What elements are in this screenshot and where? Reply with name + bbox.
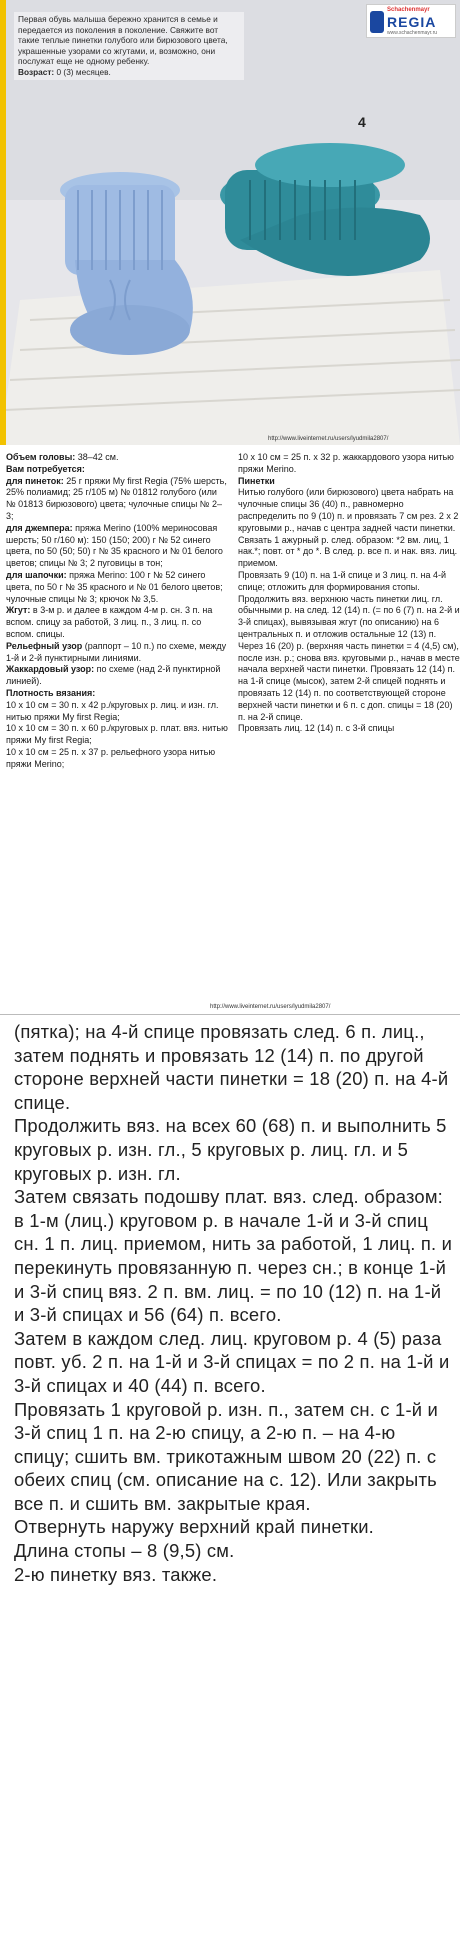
section-divider xyxy=(0,1014,460,1015)
figure-number: 4 xyxy=(358,114,366,130)
left-column xyxy=(6,452,228,771)
paragraph xyxy=(6,723,228,747)
paragraph xyxy=(6,664,228,688)
paragraph xyxy=(6,605,228,640)
paragraph xyxy=(6,452,228,464)
paragraph-label: Жаккардовый узор: xyxy=(6,664,95,675)
instruction-paragraph: Отвернуть наружу верхний край пинетки. xyxy=(14,1516,374,1538)
paragraph-text: 10 х 10 см = 30 п. х 42 р./круговых р. лиц. и изн. гл. нитью пряжи My first Regia; xyxy=(6,699,219,722)
paragraph xyxy=(238,452,460,476)
paragraph-label: Жгут: xyxy=(6,605,31,616)
intro-text-box xyxy=(14,12,244,80)
instruction-paragraph: Затем в каждом след. лиц. круговом р. 4 (5) раза повт. уб. 2 п. на 1-й и 3-й спицах = по 2 п. на 1-й и 3-й спицах и 40 (44) п. всего. xyxy=(14,1327,450,1396)
paragraph xyxy=(238,594,460,641)
logo-brand: Schachenmayr xyxy=(387,7,430,13)
instruction-paragraph: (пятка); на 4-й спице провязать след. 6 п. лиц., затем поднять и провязать 12 (14) п. по другой стороне верхней части пинетки = 18 (20) п. на 4-й спице. xyxy=(14,1021,449,1113)
paragraph-text: Нитью голубого (или бирюзового) цвета набрать на чулочные спицы 36 (40) п., равномерно распределить по 9 (10) п. и провязать 7 см рез. 2 х 2 круговыми р., начав с центра задней части пинетки. xyxy=(238,487,459,533)
product-photo-area xyxy=(0,0,460,445)
intro-text: Первая обувь малыша бережно хранится в семье и передается из поколения в поколение. Свяжите вот такие теплые пинетки голубого или бирюзового цвета, украшенные узорами со жгутами, и, возможно, они послужат еще не одному ребенку. xyxy=(18,14,228,67)
paragraph-text: Через 16 (20) р. (верхняя часть пинетки = 4 (4,5) см), после изн. р.; снова вяз. круговыми р., начав в месте начала верхней части пинетки. Провязать 12 (14) п. на 1-й спице (мысок), затем 2-й спицей поднять и провязать 12 (14) п. по соответствующей стороне верхней части пинетки и 6 п. с доп. спицы = 18 (20) п. на 2-й спице. xyxy=(238,640,460,722)
paragraph-text: по схеме (над 2-й пунктирной линией). xyxy=(6,664,221,687)
paragraph-label: Плотность вязания: xyxy=(6,687,96,698)
paragraph-text: 10 х 10 см = 30 п. х 60 р./круговых р. плат. вяз. нитью пряжи My first Regia; xyxy=(6,723,228,746)
continuation-text xyxy=(14,1020,454,1586)
paragraph xyxy=(238,641,460,724)
logo-mark-icon xyxy=(370,11,384,33)
paragraph-text: Провязать 9 (10) п. на 1-й спице и 3 лиц. п. на 4-й спице; отложить для формирования стопы. xyxy=(238,569,446,592)
instruction-paragraph: Длина стопы – 8 (9,5) см. xyxy=(14,1540,235,1562)
paragraph xyxy=(238,535,460,570)
paragraph-label: для пинеток: xyxy=(6,475,64,486)
paragraph xyxy=(6,476,228,523)
paragraph-text: Продолжить вяз. верхнюю часть пинетки лиц. гл. обычными р. на след. 12 (14) п. (= по 6 (7) п. на 2-й и 3-й спицах), вывязывая жгут (по описанию) на 6 центральных п. и отложив остальные 12 (13) п. xyxy=(238,593,460,639)
paragraph xyxy=(6,688,228,700)
paragraph xyxy=(6,523,228,570)
paragraph xyxy=(6,570,228,605)
watermark-top: http://www.liveinternet.ru/users/lyudmila2807/ xyxy=(268,436,389,442)
paragraph-text: пряжа Merino (100% мериносовая шерсть; 50 г/160 м): 150 (150; 200) г № 52 синего цвета, по 50 (50; 50) г № 35 красного и № 01 белого цветов; спицы № 3; 2 пуговицы в тон; xyxy=(6,522,223,569)
paragraph-text: Провязать лиц. 12 (14) п. с 3-й спицы xyxy=(238,723,395,734)
instruction-paragraph: Провязать 1 круговой р. изн. п., затем сн. с 1-й и 3-й спиц 1 п. на 2-ю спицу, а 2-ю п. – на 4-ю спицу; сшить вм. трикотажным швом 20 (22) п. с обеих спиц (см. описание на с. 12). Или закрыть все п. и сшить вм. закрытые края. xyxy=(14,1398,439,1514)
paragraph-label: для джемпера: xyxy=(6,522,73,533)
paragraph xyxy=(6,700,228,724)
paragraph-label: Рельефный узор xyxy=(6,640,83,651)
age-value: 0 (3) месяцев. xyxy=(56,66,111,77)
paragraph-label: Объем головы: xyxy=(6,452,76,462)
paragraph xyxy=(238,723,460,735)
paragraph xyxy=(6,747,228,771)
instruction-paragraph: 2-ю пинетку вяз. также. xyxy=(14,1563,218,1585)
logo-site: www.schachenmayr.ru xyxy=(387,30,438,36)
paragraph-text: Связать 1 ажурный р. след. образом: *2 вм. лиц, 1 нак.*; повт. от * до *. В след. р. все п. и нак. вяз. лиц. приемом. xyxy=(238,534,458,569)
right-column xyxy=(238,452,460,735)
paragraph-text: (раппорт – 10 п.) по схеме, между 1-й и 2-й пунктирными линиями. xyxy=(6,640,227,663)
paragraph-text: пряжа Merino: 100 г № 52 синего цвета, по 50 г № 35 красного и № 01 белого цветов; чулочные спицы № 3; крючок № 3,5. xyxy=(6,569,223,604)
instruction-paragraph: Продолжить вяз. на всех 60 (68) п. и выполнить 5 круговых р. изн. гл., 5 круговых р. лиц. гл. и 5 круговых р. изн. гл. xyxy=(14,1115,447,1184)
age-label: Возраст: xyxy=(18,66,55,77)
paragraph-text: 10 х 10 см = 25 п. х 37 р. рельефного узора нитью пряжи Merino; xyxy=(6,746,216,769)
paragraph xyxy=(6,641,228,665)
paragraph-label: Пинетки xyxy=(238,475,275,486)
paragraph xyxy=(6,464,228,476)
paragraph-text: 38–42 см. xyxy=(75,452,119,462)
paragraph-label: Вам потребуется: xyxy=(6,463,85,474)
paragraph xyxy=(238,570,460,594)
regia-logo xyxy=(366,4,456,38)
paragraph-text: 25 г пряжи My first Regia (75% шерсть, 25% полиамид; 25 г/105 м) № 01812 голубого (или № 01813 бирюзового) цвета; чулочные спицы № 2–3; xyxy=(6,475,227,521)
paragraph xyxy=(238,476,460,488)
logo-name: REGIA xyxy=(387,14,437,30)
watermark-middle: http://www.liveinternet.ru/users/lyudmila2807/ xyxy=(210,1004,331,1010)
paragraph-label: для шапочки: xyxy=(6,569,67,580)
instruction-paragraph: Затем связать подошву плат. вяз. след. образом: в 1-м (лиц.) круговом р. в начале 1-й и 3-й спиц сн. 1 п. лиц. приемом, нить за работой, 1 лиц. п. и перекинуть провязанную п. через сн.; в конце 1-й и 3-й спиц вяз. 2 п. вм. лиц. = по 10 (12) п. на 1-й и 3-й спицах и 56 (64) п. всего. xyxy=(14,1186,453,1326)
paragraph-text: в 3-м р. и далее в каждом 4-м р. сн. 3 п. на вспом. спицу за работой, 3 лиц. п., 3 лиц. п. со вспом. спицы. xyxy=(6,605,213,639)
paragraph-text: 10 х 10 см = 25 п. х 32 р. жаккардового узора нитью пряжи Merino. xyxy=(238,452,454,474)
paragraph xyxy=(238,487,460,534)
